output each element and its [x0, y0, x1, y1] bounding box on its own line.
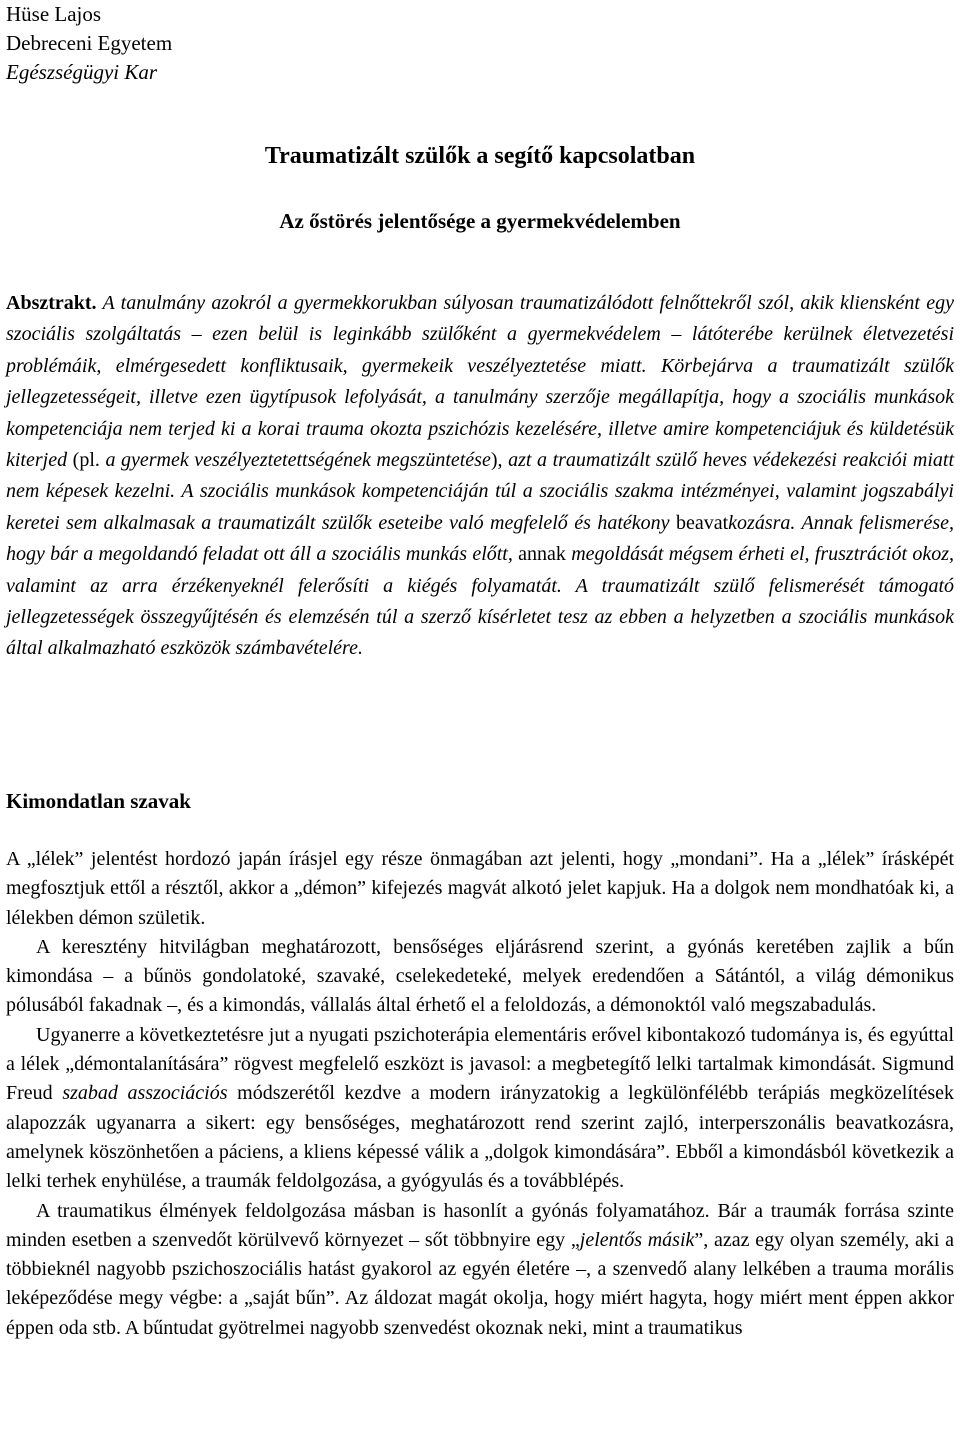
paragraph-4-emphasis: jelentős másik	[579, 1228, 695, 1251]
paragraph-3-emphasis: szabad asszociációs	[62, 1082, 228, 1105]
abstract-text-5: azt a traumatizált szülő heves védekezési reakciói miatt nem képesek kezelni. A szociális munkások kompetenciáján túl a szociális szakma intézményei, valamint jogszabályi keretei sem alkalmasak a traumatizált szülők eseteibe való megfelelő és hatékony	[6, 449, 955, 534]
author-name: Hüse Lajos	[6, 2, 102, 26]
paragraph-3-text-a: Ugyanerre a következtetésre jut a nyugati pszichoterápia elementáris erővel kibontakozó tudománya is, és egyúttal a lélek „démontalanítására” rögvest megfelelő eszközt is javasol: a megbetegítő lelki tartalmak kimondását. Sigmund Freud	[6, 1023, 954, 1105]
abstract	[6, 288, 954, 665]
paper-subtitle: Az őstörés jelentősége a gyermekvédelemben	[279, 209, 681, 233]
paragraph-3	[6, 1021, 954, 1197]
paper-title: Traumatizált szülők a segítő kapcsolatban	[264, 143, 696, 169]
abstract-text-7: kozásra. Annak felismerése, hogy bár a megoldandó feladat ott áll a szociális munkás előtt,	[6, 511, 954, 566]
paragraph-4-text-b: ”, azaz egy olyan személy, aki a többieknél nagyobb pszichoszociális hatást gyakorol az egyén életére –, a szenvedő alany lelkében a trauma morális leképeződése megy végbe: a „saját bűn”. Az áldozat magát okolja, hogy miért hagyta, hogy miért ment éppen akkor éppen oda stb. A bűntudat gyötrelmei nagyobb szenvedést okoznak neki, mint a traumatikus	[6, 1228, 955, 1339]
abstract-text-6: beavat	[675, 511, 729, 534]
author-faculty: Egészségügyi Kar	[6, 60, 158, 84]
abstract-text-4: ),	[490, 449, 503, 472]
paragraph-1: A „lélek” jelentést hordozó japán írásjel egy része önmagában azt jelenti, hogy „mondani”. Ha a „lélek” írásképét megfosztjuk ettől a résztől, akkor a „démon” kifejezés magvát alkotó jelet kapjuk. Ha a dolgok nem mondhatóak ki, a lélekben démon születik.	[6, 848, 954, 929]
abstract-label: Absztrakt.	[6, 292, 97, 314]
section-heading: Kimondatlan szavak	[6, 789, 191, 813]
paragraph-2: A keresztény hitvilágban meghatározott, bensőséges eljárásrend szerint, a gyónás keretében zajlik a bűn kimondása – a bűnös gondolatoké, szavaké, cselekedeteké, melyek eredendően a Sátántól, a világ démonikus pólusából fakadnak –, és a kimondás, vállalás által érhető el a feloldozás, a démonoktól való megszabadulás.	[6, 935, 954, 1017]
abstract-text-8: annak	[518, 543, 566, 566]
abstract-text-1: A tanulmány azokról a gyermekkorukban súlyosan traumatizálódott felnőttekről szól, akik kliensként egy szociális szolgáltatás – ezen belül is leginkább szülőként a gyermekvédelem – látóterébe kerülnek életvezetési problémáik, elmérgesedett konfliktusaik, gyermekeik veszélyeztetése miatt. Körbejárva a traumatizált szülők jellegzetességeit, illetve ezen ügytípusok lefolyását, a tanulmány szerzője megállapítja, hogy a szociális munkások kompetenciája nem terjed ki a korai trauma okozta pszichózis kezelésére, illetve amire kompetenciájuk és küldetésük kiterjed	[6, 292, 954, 472]
author-block	[6, 0, 172, 87]
paragraph-4-text-a: A traumatikus élmények feldolgozása másban is hasonlít a gyónás folyamatához. Bár a traumák forrása szinte minden esetben a szenvedőt körülvevő környezet – sőt többnyire egy „	[6, 1199, 954, 1251]
abstract-text-3: a gyermek veszélyeztetettségének megszüntetése	[99, 449, 491, 472]
paragraph-3-text-b: módszerétől kezdve a modern irányzatokig a legkülönfélébb terápiás megközelítések alapozzák ugyanarra a sikert: egy bensőséges, meghatározott rend szerint zajló, interperszonális beavatkozásra, amelynek köszönhetően a páciens, a kliens képessé válik a „dolgok kimondására”. Ebből a kimondásból következik a lelki terhek enyhülése, a traumák feldolgozása, a gyógyulás és a továbblépés.	[6, 1082, 954, 1193]
author-institution: Debreceni Egyetem	[6, 31, 173, 55]
abstract-text-2: (pl.	[72, 449, 100, 472]
abstract-text-9: megoldását mégsem érheti el, frusztrációt okoz, valamint az arra érzékenyeknél felerősíti a kiégés folyamatát. A traumatizált szülő felismerését támogató jellegzetességek összegyűjtésén és elemzésén túl a szerző kísérletet tesz az ebben a helyzetben a szociális munkások által alkalmazható eszközök számbavételére.	[6, 543, 955, 660]
section-body	[6, 845, 954, 1343]
paragraph-4	[6, 1197, 954, 1343]
